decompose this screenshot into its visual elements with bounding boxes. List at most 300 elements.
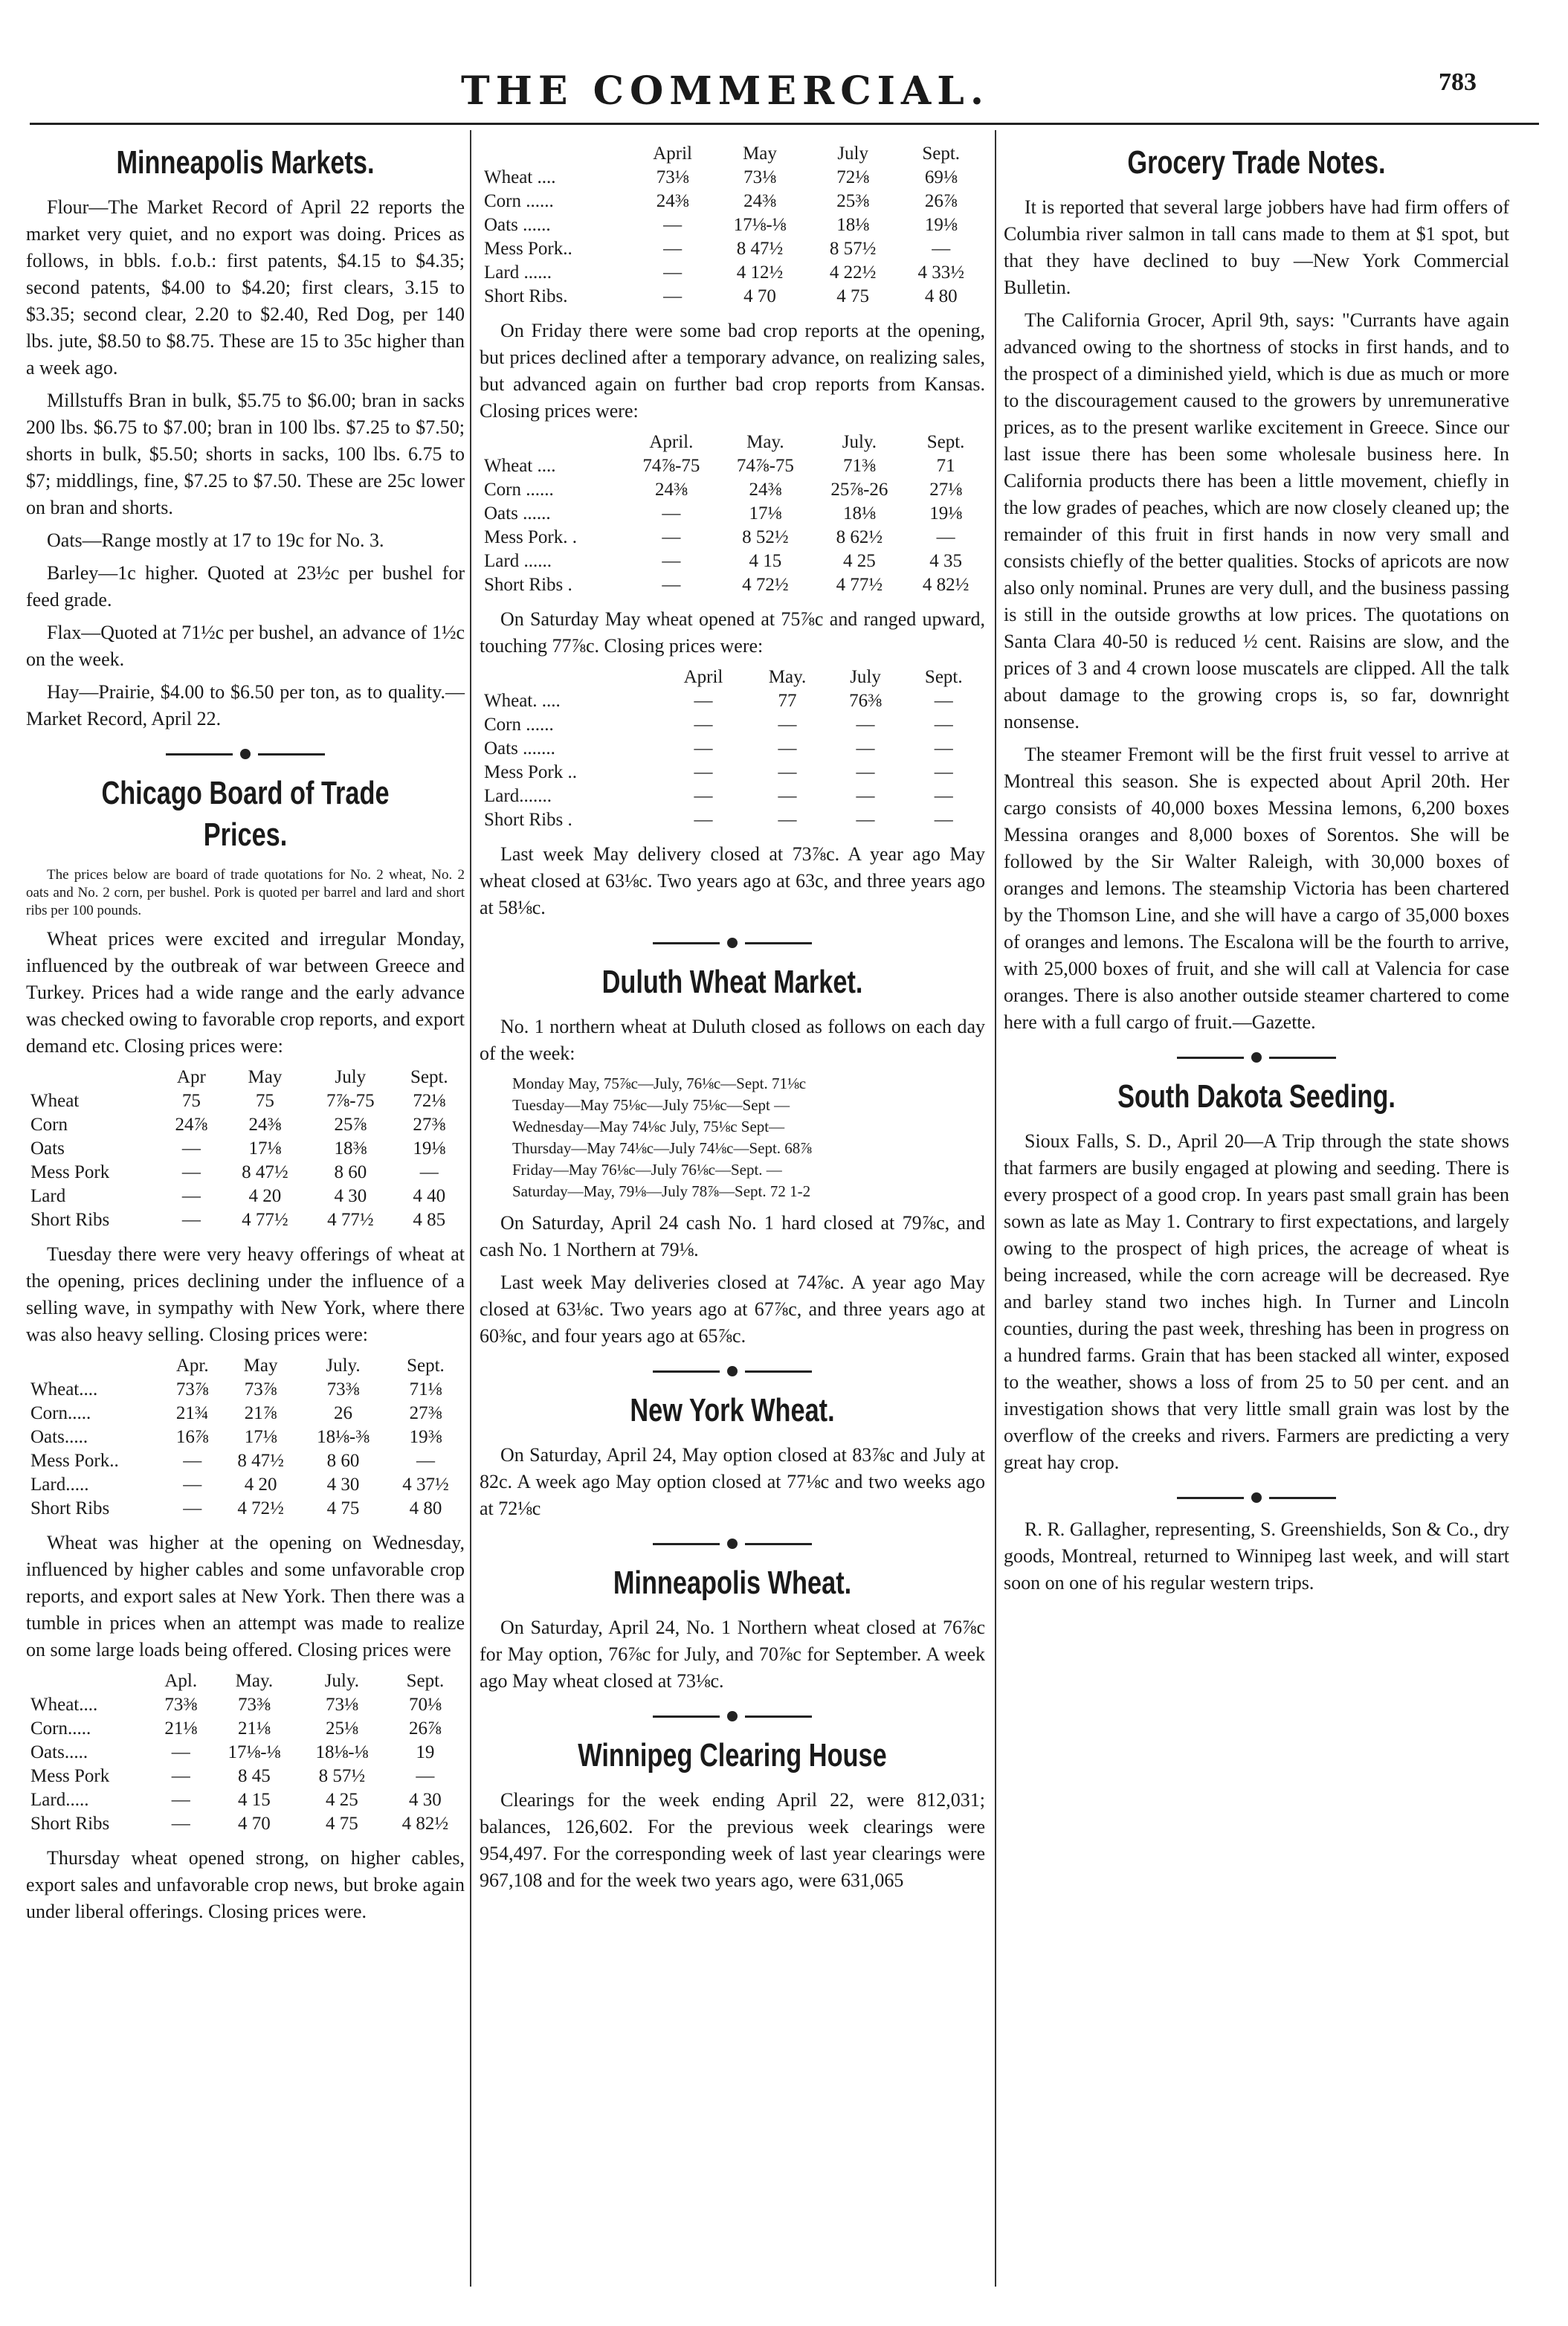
column-header: July [850, 667, 881, 687]
article-grocery-trade [1004, 142, 1509, 1036]
row-label: Oats [30, 1138, 65, 1159]
price-cell: 69⅛ [924, 167, 958, 187]
price-cell: 25⅛ [325, 1718, 358, 1739]
price-cell: 21⅛ [164, 1718, 198, 1739]
table-header-row [26, 1669, 465, 1693]
price-cell: 24⅜ [749, 480, 782, 500]
table-header-row [26, 1354, 465, 1378]
row-label: Oats ...... [484, 215, 551, 235]
table-header-row [480, 142, 985, 166]
table-row [480, 573, 985, 597]
price-cell: 4 30 [326, 1475, 360, 1495]
price-table [26, 1669, 465, 1836]
column-header: May. [746, 432, 784, 452]
paragraph: On Saturday, April 24, May option closed at 83⅞c and July at 82c. A week ago May option closed at 77⅛c and two weeks ago at 72⅛c [480, 1444, 985, 1519]
column-header [26, 1669, 151, 1693]
price-cell: 27⅜ [409, 1403, 442, 1423]
table-row [26, 1765, 465, 1788]
column-rule-1 [470, 130, 471, 2287]
price-cell: 4 30 [409, 1790, 442, 1810]
price-cell: 19 [416, 1742, 435, 1762]
table-row [480, 478, 985, 502]
row-label: Lard..... [30, 1475, 89, 1495]
article-duluth-wheat [480, 961, 985, 1350]
price-cell: 26 [334, 1403, 352, 1423]
paragraph: The steamer Fremont will be the first fruit vessel to arrive at Montreal this season. She is expected about April 20th. Her cargo consists of 40,000 boxes Messina lemons, 6,200 boxes Messina oranges and 8,000 boxes of Sorentos. She will be followed by the Sir Walter Raleigh, with 30,000 boxes of oranges and lemons. The steamship Victoria has been chartered by the Thomson Line, and she will have a cargo of 35,000 boxes of oranges and lemons. The Escalona will be the fourth to arrive, with 25,000 boxes of fruit, and she will call at Valencia for case oranges. There is also another outside steamer chartered to come here with a full cargo of fruit.—Gazette. [1004, 744, 1509, 1033]
price-cell: 16⅞ [175, 1427, 209, 1447]
row-label: Wheat .... [484, 167, 556, 187]
price-cell: — [663, 215, 683, 235]
price-cell: — [934, 810, 953, 830]
headline: Minneapolis Wheat. [613, 1565, 852, 1601]
table-row [480, 550, 985, 573]
price-cell: 26⅞ [409, 1718, 442, 1739]
price-cell: 4 12½ [736, 262, 784, 283]
table-row [26, 1378, 465, 1402]
price-cell: 8 60 [326, 1451, 360, 1471]
article-winnipeg-clearing [480, 1735, 985, 1894]
table-row [26, 1137, 465, 1161]
column-header: Apl. [164, 1671, 198, 1691]
row-label: Mess Pork.. [30, 1451, 119, 1471]
price-cell: 19⅛ [929, 503, 962, 523]
price-cell: — [419, 1162, 439, 1182]
price-cell: — [171, 1790, 190, 1810]
price-cell: 4 85 [413, 1210, 446, 1230]
price-cell: — [416, 1766, 435, 1786]
paragraph: It is reported that several large jobbers have had firm offers of Columbia river salmon in tall cans made to them at $1 spot, but that they have declined to buy —New York Commercial Bulletin. [1004, 196, 1509, 298]
price-cell: 17⅛ [749, 503, 782, 523]
table-header-row [480, 666, 985, 689]
price-cell: 4 77½ [327, 1210, 374, 1230]
column-header: Sept. [922, 144, 961, 164]
price-cell: — [694, 810, 713, 830]
price-cell: — [171, 1742, 190, 1762]
price-cell: — [183, 1475, 202, 1495]
row-label: Corn..... [30, 1403, 91, 1423]
row-label: Corn ...... [484, 191, 554, 211]
price-cell: 4 15 [749, 551, 782, 571]
table-row [480, 689, 985, 713]
price-cell: 4 25 [843, 551, 876, 571]
section-divider [480, 1366, 985, 1376]
row-label: Corn [30, 1115, 68, 1135]
price-cell: 70⅛ [409, 1695, 442, 1715]
table-row [26, 1693, 465, 1717]
price-cell: 17⅛ [248, 1138, 282, 1159]
price-cell: 8 45 [238, 1766, 271, 1786]
price-cell: 71⅛ [409, 1379, 442, 1399]
column-3 [1004, 138, 1509, 1610]
paragraph: On Friday there were some bad crop reports at the opening, but prices declined after a temporary advance, on realizing sales, but advanced again on further bad crop reports from Kansas. Closing prices were: [480, 320, 985, 422]
paragraph: Oats—Range mostly at 17 to 19c for No. 3. [47, 529, 384, 551]
table-header-row [480, 431, 985, 454]
article-new-york-wheat [480, 1390, 985, 1522]
column-header: April [653, 144, 692, 164]
column-header: Apr. [175, 1356, 209, 1376]
column-header: April. [649, 432, 694, 452]
price-cell: 18⅛-⅜ [317, 1427, 370, 1447]
table-row [26, 1113, 465, 1137]
row-label: Mess Pork [30, 1162, 110, 1182]
column-header: Sept. [924, 667, 963, 687]
table-cell: Monday May, 75⅞c—July, 76⅛c—Sept. 71⅛c [512, 1075, 807, 1092]
price-cell: 27⅛ [929, 480, 962, 500]
price-cell: 4 75 [836, 286, 870, 306]
column-header: Sept. [926, 432, 965, 452]
price-cell: 4 37½ [402, 1475, 449, 1495]
price-cell: — [183, 1451, 202, 1471]
price-cell: 4 80 [924, 286, 958, 306]
row-label: Short Ribs . [484, 575, 572, 595]
price-cell: 4 20 [248, 1186, 282, 1206]
table-row [26, 1089, 465, 1113]
row-label: Lard ...... [484, 262, 552, 283]
paragraph: On Saturday, April 24, No. 1 Northern wheat closed at 76⅞c for May option, 76⅞c for July, and 70⅞c for September. A week ago May wheat closed at 73⅛c. [480, 1617, 985, 1692]
price-cell: 8 52½ [742, 527, 789, 547]
table-row [26, 1402, 465, 1425]
column-header: May. [235, 1671, 274, 1691]
price-cell: — [932, 239, 951, 259]
article-minneapolis-wheat [480, 1562, 985, 1695]
price-cell: 4 77½ [836, 575, 883, 595]
price-cell: 4 70 [238, 1814, 271, 1834]
price-cell: 4 75 [325, 1814, 358, 1834]
price-cell: 4 72½ [237, 1498, 284, 1518]
price-cell: 21⅞ [244, 1403, 277, 1423]
table-header-row [26, 1066, 465, 1089]
price-cell: — [856, 762, 875, 782]
price-cell: — [934, 762, 953, 782]
table-row [480, 285, 985, 309]
paragraph: Last week May delivery closed at 73⅞c. A year ago May wheat closed at 63⅛c. Two years ago at 63c, and three years ago at 58⅛c. [480, 843, 985, 918]
table-row [509, 1181, 815, 1202]
paragraph: Last week May deliveries closed at 74⅞c. A year ago May closed at 63⅛c. Two years ago at 67⅞c, and three years ago at 60⅜c, and four years ago at 65⅞c. [480, 1272, 985, 1347]
headline: South Dakota Seeding. [1117, 1078, 1396, 1115]
row-label: Short Ribs [30, 1498, 110, 1518]
price-cell: 74⅞-75 [736, 456, 794, 476]
price-cell: 7⅞-75 [326, 1091, 375, 1111]
table-row [480, 713, 985, 737]
price-cell: — [778, 810, 797, 830]
headline: Minneapolis Markets. [116, 144, 375, 181]
price-cell: 4 15 [238, 1790, 271, 1810]
price-cell: — [662, 527, 681, 547]
column-header: July. [326, 1356, 361, 1376]
column-header: Sept. [410, 1067, 448, 1087]
price-cell: — [694, 691, 713, 711]
price-cell: — [181, 1138, 201, 1159]
price-cell: 18⅜ [334, 1138, 367, 1159]
price-cell: — [934, 738, 953, 758]
table-row [480, 190, 985, 213]
price-cell: 17⅛-⅛ [733, 215, 787, 235]
table-cell: Wednesday—May 74⅛c July, 75⅛c Sept— [512, 1118, 785, 1135]
price-cell: — [694, 786, 713, 806]
price-cell: 74⅞-75 [642, 456, 700, 476]
article-minneapolis-markets [26, 142, 465, 732]
table-row [509, 1159, 815, 1181]
price-cell: 73⅞ [175, 1379, 209, 1399]
price-cell: 27⅜ [413, 1115, 446, 1135]
row-label: Lard [30, 1186, 66, 1206]
section-divider [26, 749, 465, 759]
price-cell: 21⅛ [238, 1718, 271, 1739]
column-header: Sept. [406, 1671, 445, 1691]
column-header [480, 431, 625, 454]
price-cell: — [778, 738, 797, 758]
price-cell: — [663, 262, 683, 283]
row-label: Short Ribs [30, 1210, 110, 1230]
table-cell: Tuesday—May 75⅛c—July 75⅛c—Sept — [512, 1096, 790, 1114]
price-cell: 73⅞ [244, 1379, 277, 1399]
price-cell: — [856, 715, 875, 735]
daily-close-table [509, 1073, 815, 1202]
headline: Winnipeg Clearing House [578, 1737, 887, 1774]
price-cell: — [856, 810, 875, 830]
headline: Chicago Board of Trade Prices. [101, 775, 390, 853]
paragraph: No. 1 northern wheat at Duluth closed as follows on each day of the week: [480, 1016, 985, 1064]
price-cell: — [694, 762, 713, 782]
price-cell: 24⅜ [743, 191, 776, 211]
column-header: May. [768, 667, 807, 687]
price-cell: 4 40 [413, 1186, 446, 1206]
paragraph: Clearings for the week ending April 22, were 812,031; balances, 126,602. For the previous week clearings were 954,497. For the corresponding week of last year clearings were 967,108 and for the week two years ago, were 631,065 [480, 1789, 985, 1891]
price-cell: — [934, 786, 953, 806]
table-row [26, 1425, 465, 1449]
price-cell: 72⅛ [836, 167, 870, 187]
price-cell: 17⅛ [244, 1427, 277, 1447]
headline: New York Wheat. [630, 1392, 835, 1428]
row-label: Mess Pork [30, 1766, 110, 1786]
section-divider [480, 1539, 985, 1549]
section-divider [1004, 1052, 1509, 1063]
price-cell: — [171, 1814, 190, 1834]
price-cell: — [778, 762, 797, 782]
price-cell: — [181, 1186, 201, 1206]
paragraph: Flax—Quoted at 71½c per bushel, an advance of 1½c on the week. [26, 622, 465, 670]
column-header: July. [842, 432, 877, 452]
price-cell: 4 77½ [242, 1210, 288, 1230]
table-row [480, 502, 985, 526]
paragraph: Hay—Prairie, $4.00 to $6.50 per ton, as to quality.—Market Record, April 22. [26, 681, 465, 729]
article-south-dakota [1004, 1076, 1509, 1476]
price-cell: 19⅜ [409, 1427, 442, 1447]
price-cell: — [934, 715, 953, 735]
price-cell: 71⅜ [843, 456, 876, 476]
table-row [26, 1473, 465, 1497]
paragraph: Tuesday there were very heavy offerings of wheat at the opening, prices declining under the influence of a selling wave, in sympathy with New York, where there was also heavy selling. Closing prices were: [26, 1243, 465, 1345]
row-label: Oats..... [30, 1427, 88, 1447]
price-cell: 8 47½ [242, 1162, 288, 1182]
price-cell: — [934, 691, 953, 711]
price-cell: 4 82½ [922, 575, 969, 595]
row-label: Mess Pork.. [484, 239, 572, 259]
row-label: Lard....... [484, 786, 552, 806]
column-header: May [243, 1356, 278, 1376]
table-row [26, 1449, 465, 1473]
table-row [509, 1116, 815, 1138]
row-label: Wheat .... [484, 456, 556, 476]
price-cell: — [694, 738, 713, 758]
price-cell: 24⅜ [654, 480, 688, 500]
row-label: Wheat [30, 1091, 80, 1111]
paragraph: Flour—The Market Record of April 22 reports the market very quiet, and no export was doing. Prices as follows, in bbls. f.o.b.: first patents, $4.15 to $4.35; second patents, $4.00 to $4.20; first clears, 3.15 to $3.35; second clear, 2.20 to $2.40, Red Dog, per 140 lbs. jute, $8.50 to $8.75. These are 15 to 35c higher than a week ago. [26, 196, 465, 378]
section-divider [480, 1711, 985, 1721]
row-label: Oats ....... [484, 738, 555, 758]
price-cell: 8 62½ [836, 527, 883, 547]
table-row [480, 761, 985, 785]
table-row [26, 1185, 465, 1208]
page-number: 783 [1439, 68, 1477, 96]
table-row [480, 454, 985, 478]
price-cell: 8 47½ [237, 1451, 284, 1471]
price-cell: 72⅛ [413, 1091, 446, 1111]
price-cell: 71 [936, 456, 955, 476]
table-row [480, 213, 985, 237]
table-row [26, 1161, 465, 1185]
price-cell: — [663, 286, 683, 306]
price-cell: 24⅞ [175, 1115, 208, 1135]
price-cell: 77 [778, 691, 797, 711]
price-cell: — [856, 786, 875, 806]
price-cell: 4 75 [326, 1498, 360, 1518]
table-row [26, 1788, 465, 1812]
article-chicago-board [26, 773, 465, 1925]
price-table [480, 142, 985, 309]
price-cell: 24⅜ [656, 191, 689, 211]
section-divider [480, 938, 985, 948]
row-label: Mess Pork. . [484, 527, 578, 547]
column-rule-2 [995, 130, 996, 2287]
table-row [480, 237, 985, 261]
row-label: Wheat.... [30, 1379, 98, 1399]
paragraph: Millstuffs Bran in bulk, $5.75 to $6.00; bran in sacks 200 lbs. $6.75 to $7.00; bran in 100 lbs. $7.25 to $7.50; shorts in bulk, $5.50; shorts in sacks, 100 lbs. 6.75 to $7; middlings, fine, $7.25 to $7.50. These are 25c lower on bran and shorts. [26, 390, 465, 518]
price-cell: 17⅛-⅛ [228, 1742, 281, 1762]
masthead-title: THE COMMERCIAL. [461, 68, 990, 114]
price-cell: 75 [255, 1091, 274, 1111]
price-cell: — [171, 1766, 190, 1786]
price-cell: 26⅞ [924, 191, 958, 211]
paragraph: On Saturday, April 24 cash No. 1 hard closed at 79⅞c, and cash No. 1 Northern at 79⅛. [480, 1212, 985, 1260]
table-row [480, 785, 985, 808]
table-row [26, 1741, 465, 1765]
price-cell: 8 60 [334, 1162, 367, 1182]
price-cell: 4 82½ [401, 1814, 449, 1834]
price-table [480, 666, 985, 832]
price-cell: 19⅛ [924, 215, 958, 235]
column-header: Sept. [407, 1356, 445, 1376]
column-1 [26, 138, 465, 1939]
table-row [26, 1717, 465, 1741]
table-row [480, 261, 985, 285]
page-header [0, 0, 1568, 126]
price-cell: 4 70 [743, 286, 776, 306]
row-label: Oats..... [30, 1742, 88, 1762]
row-label: Oats ...... [484, 503, 551, 523]
price-cell: — [662, 575, 681, 595]
headline: Grocery Trade Notes. [1127, 144, 1386, 181]
price-cell: — [662, 503, 681, 523]
price-cell: 76⅜ [849, 691, 882, 711]
column-2 [480, 138, 985, 1907]
price-cell: 73⅛ [743, 167, 776, 187]
price-cell: 18⅛-⅛ [315, 1742, 369, 1762]
column-header [26, 1354, 163, 1378]
row-label: Corn ...... [484, 480, 554, 500]
table-row [480, 526, 985, 550]
price-cell: 4 35 [929, 551, 962, 571]
column-header [480, 142, 634, 166]
price-cell: 18⅛ [843, 503, 876, 523]
column-header: July. [324, 1671, 360, 1691]
table-row [480, 737, 985, 761]
price-cell: 8 57½ [318, 1766, 366, 1786]
row-label: Lard..... [30, 1790, 89, 1810]
price-cell: 8 57½ [829, 239, 877, 259]
paragraph: Wheat was higher at the opening on Wednesday, influenced by higher cables and some unfavorable crop reports, and export sales at New York. Then there was a tumble in prices when an attempt was made to realize on some large loads being offered. Closing prices were [26, 1532, 465, 1660]
column-header: July [837, 144, 868, 164]
column-header [480, 666, 660, 689]
column-header: May [743, 144, 777, 164]
section-divider [1004, 1492, 1509, 1503]
paragraph: The California Grocer, April 9th, says: "Currants have again advanced owing to the shortness of stocks in first hands, and to the prospect of a diminished yield, which is due as much or more to the discouragement caused to the growers by unremunerative prices, as to the present warlike excitement in Greece. Since our last issue there has been some wholesale business here. In California products there has been a little movement, chiefly in the low grades of peaches, which are now closely cleaned up; the remainder of this fruit in first hands in now very small and consists chiefly of the better qualities. Stocks of apricots are now also only nominal. Prunes are very dull, and the business passing is still in the outside growths at low prices. The quotations on Santa Clara 40-50 is reduced ½ cent. Raisins are slow, and the prices of 3 and 4 crown loose muscatels are clipped. All the talk about damage to the growing crops is, so far, downright nonsense. [1004, 309, 1509, 732]
price-cell: 4 30 [334, 1186, 367, 1206]
price-cell: — [183, 1498, 202, 1518]
price-cell: 73⅜ [164, 1695, 198, 1715]
table-cell: Thursday—May 74⅛c—July 74⅛c—Sept. 68⅞ [512, 1139, 813, 1157]
price-cell: 21¾ [175, 1403, 209, 1423]
table-row [26, 1812, 465, 1836]
price-cell: 18⅛ [836, 215, 870, 235]
price-table [26, 1066, 465, 1232]
price-table [26, 1354, 465, 1521]
price-cell: — [694, 715, 713, 735]
table-row [26, 1208, 465, 1232]
paragraph: R. R. Gallagher, representing, S. Greenshields, Son & Co., dry goods, Montreal, returned to Winnipeg last week, and will start soon on one of his regular western trips. [1004, 1518, 1509, 1594]
price-cell: — [416, 1451, 435, 1471]
paragraph: Wheat prices were excited and irregular Monday, influenced by the outbreak of war between Greece and Turkey. Prices had a wide range and the early advance was checked owing to favorable crop reports, and export demand etc. Closing prices were: [26, 928, 465, 1057]
price-cell: — [778, 786, 797, 806]
paragraph: Sioux Falls, S. D., April 20—A Trip through the state shows that farmers are busily engaged at plowing and seeding. There is every prospect of a good crop. In years past small grain has been sown as late as May 1. Contrary to first expectations, and largely owing to the prospect of high prices, the acreage of wheat is being increased, while the corn acreage will be decreased. Rye and barley stand two inches high. In Turner and Lincoln counties, during the past week, threshing has been in progress on a hundred farms. Grain that has been stacked all winter, exposed to the weather, shows a loss of from 25 to 50 per cent. and an investigation shows that very little small grain was lost by the overflow of the creeks and rivers. Farmers are predicting a very great hay crop. [1004, 1130, 1509, 1473]
column-header: May [248, 1067, 283, 1087]
table-row [26, 1497, 465, 1521]
price-cell: — [936, 527, 955, 547]
price-cell: 4 33½ [917, 262, 964, 283]
table-cell: Friday—May 76⅛c—July 76⅛c—Sept. — [512, 1161, 782, 1179]
paragraph: Thursday wheat opened strong, on higher cables, export sales and unfavorable crop news, but broke again under liberal offerings. Closing prices were. [26, 1847, 465, 1922]
price-cell: 73⅛ [656, 167, 689, 187]
price-cell: — [663, 239, 683, 259]
column-header: July [335, 1067, 367, 1087]
row-label: Wheat.... [30, 1695, 98, 1715]
price-cell: — [181, 1210, 201, 1230]
row-label: Corn ...... [484, 715, 554, 735]
row-label: Short Ribs [30, 1814, 110, 1834]
price-cell: 73⅜ [326, 1379, 360, 1399]
price-cell: 73⅛ [325, 1695, 358, 1715]
table-cell: Saturday—May, 79⅛—July 78⅞—Sept. 72 1-2 [512, 1182, 811, 1200]
row-label: Wheat. .... [484, 691, 561, 711]
table-row [509, 1138, 815, 1159]
table-row [509, 1073, 815, 1095]
price-table [480, 431, 985, 597]
column-header: Apr [176, 1067, 206, 1087]
price-cell: 4 72½ [742, 575, 789, 595]
row-label: Short Ribs. [484, 286, 568, 306]
row-label: Mess Pork .. [484, 762, 578, 782]
column-header: April [683, 667, 723, 687]
